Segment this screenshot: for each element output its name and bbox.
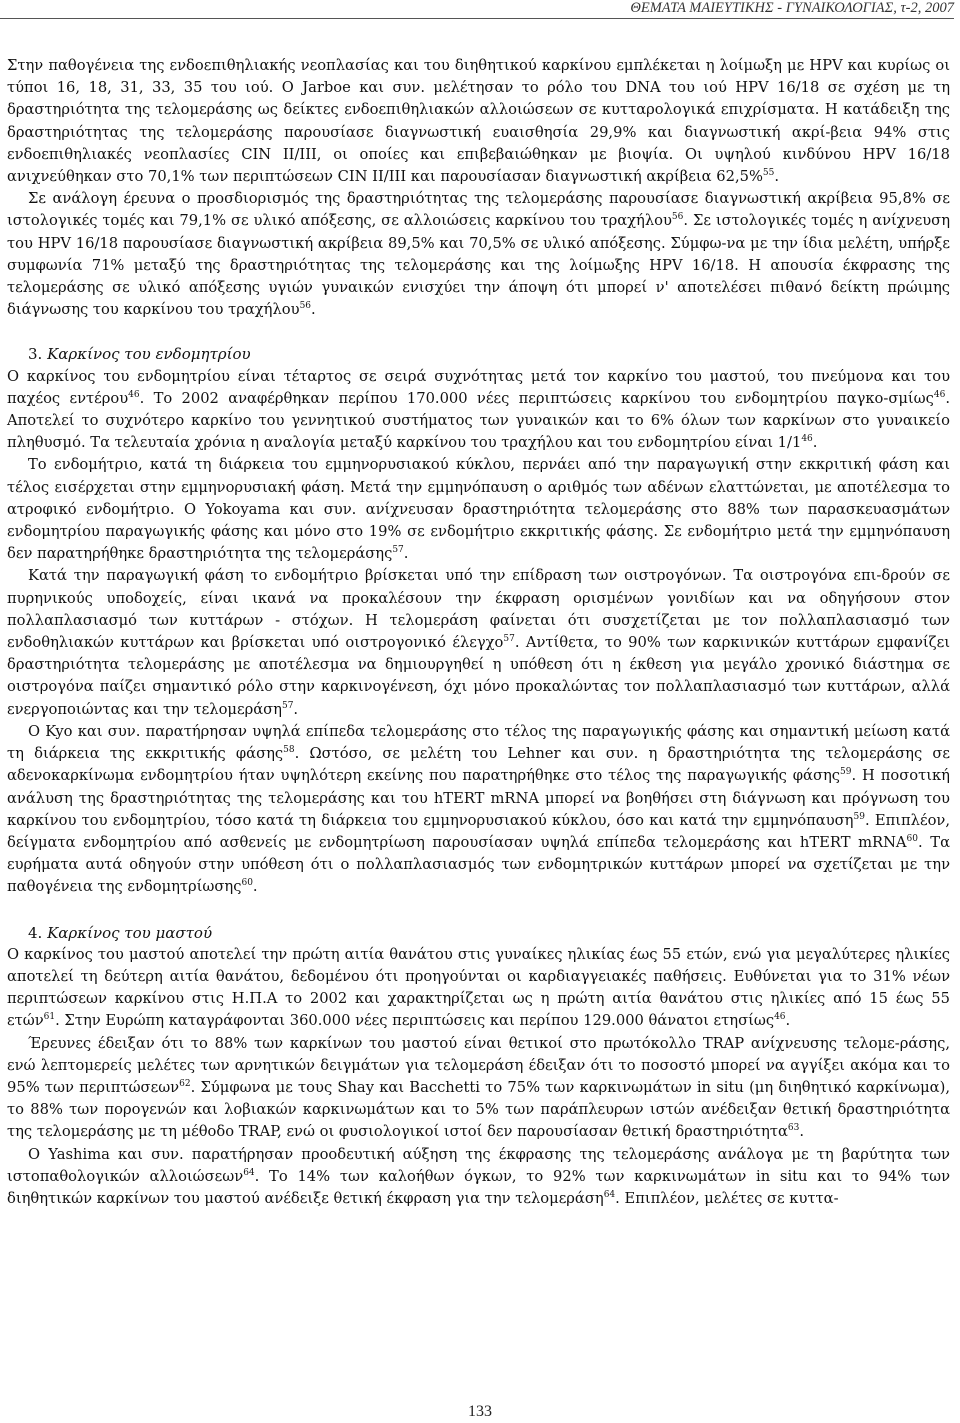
paragraph-trap-studies: Έρευνες έδειξαν ότι το 88% των καρκίνων του μαστού είναι θετικοί στο πρωτόκολλο TRAP ανίχνευσης τελομε-ράσης, ενώ λεπτομερείς μελέτες των αρνητικών δειγμάτων για τελομεράση έδειξαν ότι το ποσοστό μπορεί να αγγίξει ακόμα και το 95% των περιπτώσεων$^{62}$. Σύμφωνα με τους Shay και Bacchetti το 75% των καρκινωμάτων in situ (μη διηθητικό καρκίνωμα), το 88% των πορογενών και λοβιακών καρκινωμάτων και το 5% των παράπλευρων ιστών ανέδειξαν θετική δραστηριότητα της τελομεράσης με τη μέθοδο TRAP, ενώ οι φυσιολογικοί ιστοί δεν παρουσίασαν θετική δραστηριότητα$^{63}$.	[7, 1034, 951, 1141]
section-heading-endometrial	[7, 343, 950, 365]
citation: 57	[281, 700, 294, 711]
paragraph-kyo-lehner: O Kyo και συν. παρατήρησαν υψηλά επίπεδα τελομεράσης στο τέλος της παραγωγικής φάσης και σημαντική μείωση κατά τη διάρκεια της εκκριτικής φάσης$^{58}$. Ωστόσο, σε μελέτη του Lehner και συν. η δραστηριότητα της τελομεράσης σε αδενοκαρκίνωμα ενδομητρίου ήταν υψηλότερη εκείνης που παρατηρήθηκε στο τέλος της παραγωγικής φάσης$^{59}$. Η ποσοτική ανάλυση της δραστηριότητας της τελομεράσης και του hTERT mRNA μπορεί να βοηθήσει στη διάγνωση και πρόγνωση του καρκίνου του ενδομητρίου, τόσο κατά τη διάρκεια του εμμηνορυσιακού κύκλου, όσο και κατά την εμμηνόπαυση$^{59}$. Επιπλέον, δείγματα ενδομητρίου από ασθενείς με ενδομητρίωση παρουσίασαν υψηλά επίπεδα τελομεράσης και hTERT mRNA$^{60}$. Τα ευρήματα αυτά οδηγούν στην υπόθεση ότι ο πολλαπλασιασμός των ενδομητρικών κυττάρων μπορεί να σχετίζεται με την παθογένεια της ενδομητρίωσης$^{60}$.	[7, 722, 951, 896]
section-heading-breast	[7, 922, 950, 944]
citation: 60	[241, 878, 253, 889]
citation: 63	[787, 1123, 800, 1134]
running-header	[0, 0, 954, 19]
citation: 56	[299, 301, 312, 312]
section-number: 3.	[28, 345, 43, 364]
citation: 61	[43, 1012, 56, 1023]
section-title: Καρκίνος του μαστού	[47, 923, 213, 942]
paragraph-hpv-telomerase: Στην παθογένεια της ενδοεπιθηλιακής νεοπλασίας και του διηθητικού καρκίνου εμπλέκεται η λοίμωξη με HPV και κυρίως οι τύποι 16, 18, 31, 33, 35 του ιού. O Jarboe και συν. μελέτησαν το ρόλο του DNA του ιού HPV 16/18 σε σχέση με τη δραστηριότητα της τελομεράσης ως δείκτες ενδοεπιθηλιακών αλλοιώσεων σε κυτταρολογικά επιχρίσματα. Η κατάδειξη της δραστηριότητας της τελομεράσης παρουσίασε διαγνωστική ευαισθησία 29,9% και διαγνωστική ακρί-βεια 94% στις ενδοεπιθηλιακές νεοπλασίες CIN II/III, οι οποίες και επιβεβαιώθηκαν με βιοψία. Οι υψηλού κινδύνου HPV 16/18 ανιχνεύθηκαν στο 70,1% των περιπτώσεων CIN II/III και παρουσίασαν διαγνωστική ακρίβεια 62,5%$^{55}$.	[7, 57, 950, 186]
citation: 62	[179, 1078, 191, 1089]
citation: 46	[128, 389, 140, 400]
paragraph-tissue-accuracy: Σε ανάλογη έρευνα ο προσδιορισμός της δραστηριότητας της τελομεράσης παρουσίασε διαγνωστική ακρίβεια 95,8% σε ιστολογικές τομές και 79,1% σε υλικό απόξεσης, σε αλλοιώσεις καρκίνου του τραχήλου$^{56}$. Σε ιστολογικές τομές η ανίχνευση του HPV 16/18 παρουσίασε διαγνωστική ακρίβεια 89,5% και 70,5% σε υλικό απόξεσης. Σύμφω-να με την ίδια μελέτη, υπήρξε συμφωνία 71% μεταξύ της δραστηριότητας της τελομεράσης και της λοίμωξης HPV 16/18. Η απουσία έκφρασης της τελομεράσης σε υλικό απόξεσης υγιών γυναικών ενισχύει την άποψη ότι μπορεί ν' αποτελέσει πιθανό δείκτη πρώιμης διάγνωσης του καρκίνου του τραχήλου$^{56}$.	[7, 190, 950, 319]
citation: 59	[853, 811, 865, 822]
citation: 46	[774, 1012, 786, 1023]
article-body	[7, 55, 950, 1210]
citation: 64	[243, 1167, 255, 1178]
citation: 59	[840, 767, 852, 778]
citation: 56	[671, 212, 684, 223]
paragraph-yashima: O Yashima και συν. παρατήρησαν προοδευτική αύξηση της έκφρασης της τελομεράσης ανάλογα με τη βαρύτητα των ιστοπαθολογικών αλλοιώσεων$^{64}$. Το 14% των καλοήθων όγκων, το 92% των καρκινωμάτων in situ και το 94% των διηθητικών καρκίνων του μαστού ανέδειξε θετική έκφραση για την τελομεράση$^{64}$. Επιπλέον, μελέτες σε κυττα-	[7, 1145, 950, 1207]
paragraph-breast-epidemiology: Ο καρκίνος του μαστού αποτελεί την πρώτη αιτία θανάτου στις γυναίκες ηλικίας έως 55 ετών, ενώ για μεγαλύτερες ηλικίες αποτελεί τη δεύτερη αιτία θανάτου, δεδομένου ότι προηγούνται οι καρδιαγγειακές παθήσεις. Ευθύνεται για το 31% νέων περιπτώσεων καρκίνου στις Η.Π.Α το 2002 και χαρακτηρίζεται ως η πρώτη αιτία θανάτου στις ηλικίες από 15 έως 55 ετών$^{61}$. Στην Ευρώπη καταγράφονται 360.000 νέες περιπτώσεις και περίπου 129.000 θάνατοι ετησίως$^{46}$.	[7, 945, 950, 1030]
running-title: ΘΕΜΑΤΑ ΜΑΙΕΥΤΙΚΗΣ - ΓΥΝΑΙΚΟΛΟΓΙΑΣ, τ-2, 2007	[630, 0, 954, 16]
page-number: 133	[468, 1403, 492, 1420]
citation: 46	[933, 389, 946, 400]
citation: 60	[906, 833, 918, 844]
section-number: 4.	[28, 923, 43, 942]
citation: 58	[283, 745, 295, 756]
citation: 57	[503, 634, 515, 645]
paragraph-menstrual-cycle: Το ενδομήτριο, κατά τη διάρκεια του εμμηνορυσιακού κύκλου, περνάει από την παραγωγική στην εκκριτική φάση και τέλος εισέρχεται στην εμμηνορυσιακή φάση. Μετά την εμμηνόπαυση ο αριθμός των αδένων ελαττώνεται, με αποτέλεσμα το ατροφικό ενδομήτριο. O Yokoyama και συν. ανίχνευσαν δραστηριότητα τελομεράσης στο 88% των παρασκευασμάτων ενδομητρίου παραγωγικής φάσης και μόνο στο 19% σε ενδομήτριο εκκριτικής φάσης. Σε ενδομήτριο μετά την εμμηνόπαυση δεν παρατηρήθηκε δραστηριότητα της τελομεράσης$^{57}$.	[7, 456, 950, 563]
citation: 64	[603, 1189, 616, 1200]
citation: 57	[392, 545, 404, 556]
section-title: Καρκίνος του ενδομητρίου	[47, 345, 251, 364]
citation: 46	[801, 434, 813, 445]
paragraph-endometrial-epidemiology: Ο καρκίνος του ενδομητρίου είναι τέταρτος σε σειρά συχνότητας μετά τον καρκίνο του μαστού, του πνεύμονα και του παχέος εντέρου$^{46}$. Το 2002 αναφέρθηκαν περίπου 170.000 νέες περιπτώσεις καρκίνου του ενδομητρίου παγκο-σμίως$^{46}$. Αποτελεί το συχνότερο καρκίνο του γεννητικού συστήματος των γυναικών και το 6% όλων των καρκίνων στο γυναικείο πληθυσμό. Τα τελευταία χρόνια η αναλογία μεταξύ καρκίνου του τραχήλου και του ενδομητρίου είναι $1/1^{46}$.	[7, 367, 950, 452]
paragraph-estrogen: Κατά την παραγωγική φάση το ενδομήτριο βρίσκεται υπό την επίδραση των οιστρογόνων. Τα οιστρογόνα επι-δρούν σε πυρηνικούς υποδοχείς, είναι ικανά να προκαλέσουν την έκφραση ορισμένων γονιδίων και να οδηγήσουν στον πολλαπλασιασμό των κυττάρων - στόχων. Η τελομεράση φαίνεται ότι συσχετίζεται με τον πολλαπλασιασμό των ενδοθηλιακών κυττάρων και βρίσκεται υπό οιστρογονικό έλεγχο$^{57}$. Αντίθετα, το 90% των καρκινικών κυττάρων εμφανίζει δραστηριότητα τελομεράσης με αποτέλεσμα να δημιουργηθεί η υπόθεση ότι η έκθεση για μεγάλο χρονικό διάστημα σε οιστρογόνα παίζει σημαντικό ρόλο στην καρκινογένεση, όχι μόνο προκαλώντας τον πολλαπλασιασμό των κυττάρων, αλλά ενεργοποιώντας και την τελομεράση$^{57}$.	[7, 567, 950, 718]
citation: 55	[762, 168, 775, 179]
